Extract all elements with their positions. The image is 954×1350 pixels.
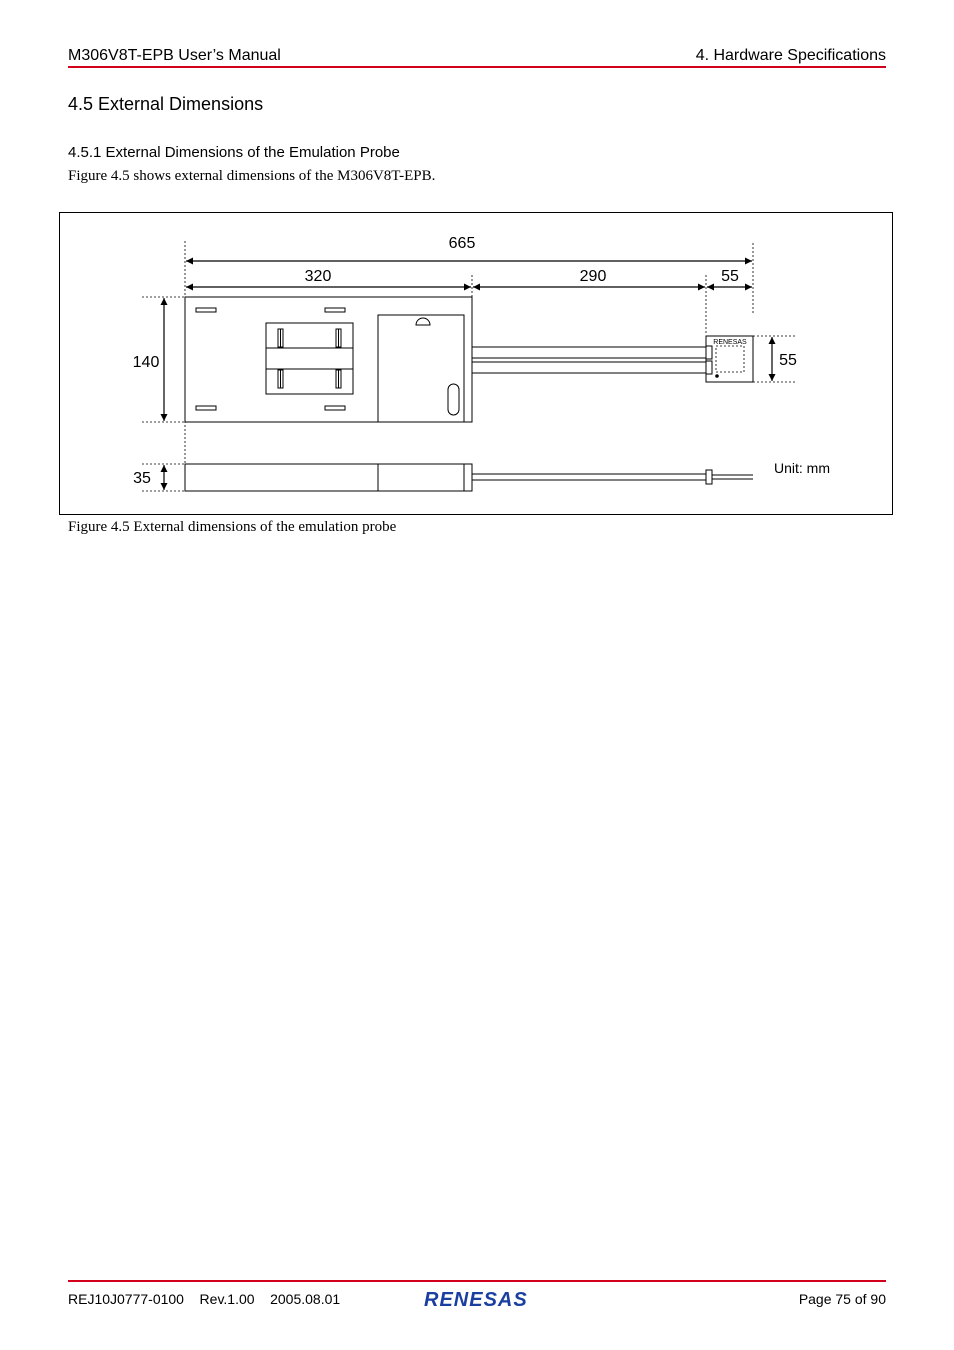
figure-caption: Figure 4.5 External dimensions of the emulation probe bbox=[68, 519, 397, 535]
footer-page-number: Page 75 of 90 bbox=[798, 1291, 886, 1307]
emulation-probe-drawing bbox=[60, 213, 894, 516]
dim-label-cable: 290 bbox=[579, 268, 607, 285]
header-manual-title: M306V8T-EPB User’s Manual bbox=[68, 47, 281, 64]
dim-label-width: 140 bbox=[132, 354, 160, 371]
side-view bbox=[185, 464, 753, 491]
logo-text: RENESAS bbox=[424, 1289, 528, 1311]
intro-paragraph: Figure 4.5 shows external dimensions of the M306V8T-EPB. bbox=[68, 168, 436, 184]
dim-label-probe-width: 55 bbox=[779, 352, 797, 369]
footer-doc-id: REJ10J0777-0100 bbox=[68, 1291, 184, 1307]
subsection-title: 4.5.1 External Dimensions of the Emulation Probe bbox=[68, 144, 400, 161]
header-chapter-title: 4. Hardware Specifications bbox=[695, 47, 886, 64]
figure-frame bbox=[59, 212, 893, 515]
dim-label-body: 320 bbox=[304, 268, 332, 285]
dim-label-thickness: 35 bbox=[133, 470, 151, 487]
unit-label: Unit: mm bbox=[774, 460, 830, 476]
renesas-logo bbox=[424, 1287, 534, 1316]
footer-rule bbox=[68, 1280, 886, 1282]
body-top-view bbox=[185, 297, 472, 422]
section-title: 4.5 External Dimensions bbox=[68, 94, 264, 114]
header-rule bbox=[68, 66, 886, 68]
dim-label-total: 665 bbox=[448, 235, 476, 252]
extension-lines bbox=[142, 241, 795, 491]
footer-revision: Rev.1.00 bbox=[199, 1291, 255, 1307]
probe-label: RENESAS bbox=[713, 339, 747, 346]
cable-top-view bbox=[472, 346, 712, 374]
footer-doc-info bbox=[68, 1291, 340, 1307]
footer-date: 2005.08.01 bbox=[270, 1291, 341, 1307]
dim-label-probe: 55 bbox=[721, 268, 739, 285]
